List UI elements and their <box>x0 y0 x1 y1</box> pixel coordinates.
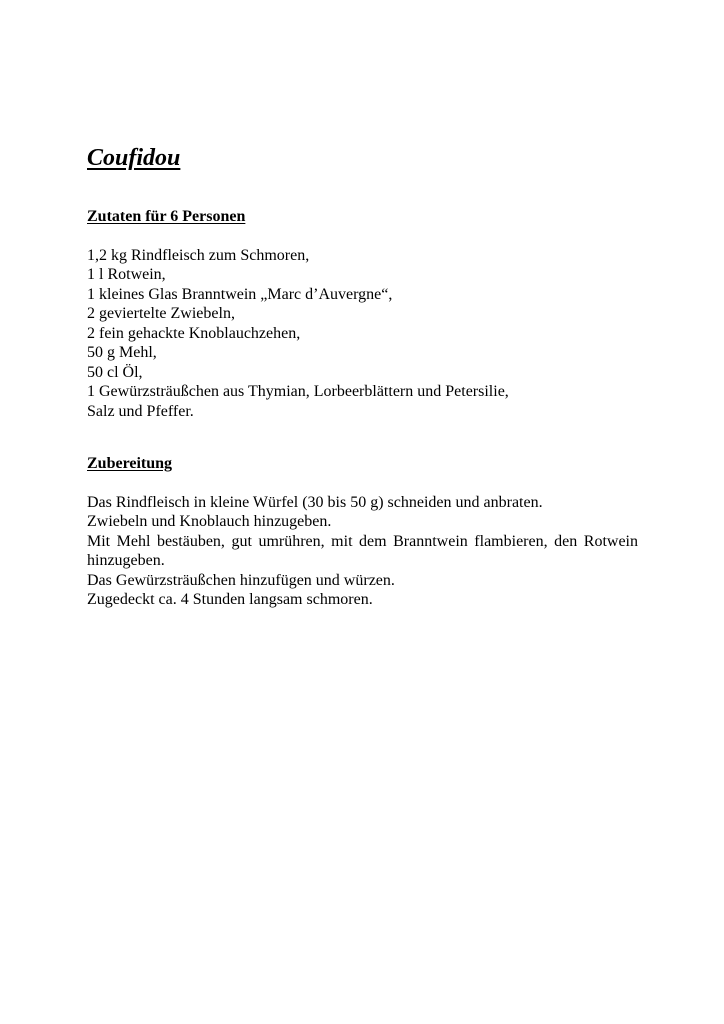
preparation-step: Das Rindfleisch in kleine Würfel (30 bis 50 g) schneiden und anbraten. <box>87 493 543 511</box>
ingredient-item: 1 l Rotwein, <box>87 266 166 283</box>
preparation-step: Zwiebeln und Knoblauch hinzugeben. <box>87 513 332 530</box>
preparation-step: Das Gewürzsträußchen hinzufügen und würzen. <box>87 571 395 589</box>
recipe-content <box>87 142 638 610</box>
ingredient-item: 2 fein gehackte Knoblauchzehen, <box>87 324 301 342</box>
preparation-steps <box>87 493 638 610</box>
preparation-heading: Zubereitung <box>87 455 173 472</box>
ingredient-item: 1,2 kg Rindfleisch zum Schmoren, <box>87 246 310 264</box>
ingredients-heading: Zutaten für 6 Personen <box>87 208 246 225</box>
preparation-step: Zugedeckt ca. 4 Stunden langsam schmoren. <box>87 591 373 608</box>
preparation-step: Mit Mehl bestäuben, gut umrühren, mit dem Branntwein flambieren, den Rotwein hinzugeben. <box>87 532 638 569</box>
ingredient-item: Salz und Pfeffer. <box>87 402 194 420</box>
ingredient-item: 2 geviertelte Zwiebeln, <box>87 305 235 322</box>
ingredient-item: 50 g Mehl, <box>87 344 157 361</box>
ingredient-item: 1 kleines Glas Branntwein „Marc d’Auvergne“, <box>87 285 393 303</box>
ingredient-item: 1 Gewürzsträußchen aus Thymian, Lorbeerblättern und Petersilie, <box>87 383 509 400</box>
ingredients-list <box>87 246 638 422</box>
ingredient-item: 50 cl Öl, <box>87 363 143 381</box>
recipe-title: Coufidou <box>87 145 181 171</box>
